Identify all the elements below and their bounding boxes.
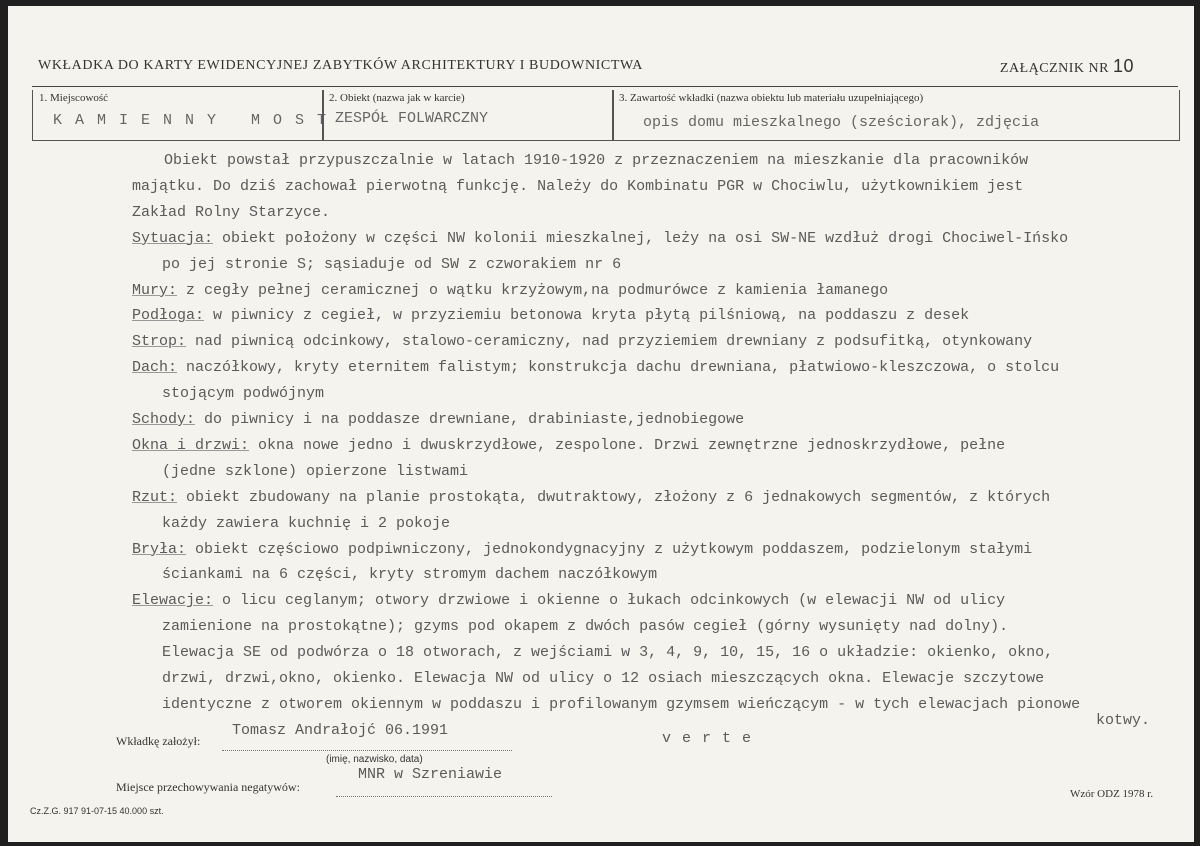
place-value: K A M I E N N Y M O S T [53, 112, 329, 129]
author-value: Tomasz Andrałojć 06.1991 [232, 722, 449, 739]
description-line [132, 592, 1005, 609]
line-text: z cegły pełnej ceramicznej o wątku krzyżowym,na podmurówce z kamienia łamanego [177, 281, 889, 299]
description-line [132, 282, 888, 299]
verte-text: v e r t e [662, 730, 753, 747]
negatives-label: Miejsce przechowywania negatywów: [116, 780, 300, 794]
line-text: nad piwnicą odcinkowy, stalowo-ceramiczny, nad przyziemiem drewniany z podsufitką, otynkowany [186, 333, 1033, 351]
section-heading: Okna i drzwi: [132, 436, 250, 454]
form-code: Wzór ODZ 1978 r. [1070, 788, 1154, 800]
section-heading: Strop: [132, 333, 187, 351]
line-text: drzwi, drzwi,okno, okienko. Elewacja NW od ulicy o 12 osiach mieszczących okna. Elewacje szczytowe [162, 670, 1045, 687]
header-rule [32, 86, 1178, 87]
print-code: Cz.Z.G. 917 91-07-15 40.000 szt. [30, 806, 164, 816]
line-text: naczółkowy, kryty eternitem falistym; konstrukcja dachu drewniana, płatwiowo-kleszczowa, o stolcu [177, 359, 1060, 377]
line-text: każdy zawiera kuchnię i 2 pokoje [162, 514, 451, 532]
section-heading: Schody: [132, 411, 196, 428]
description-line [162, 696, 1080, 713]
description-line [162, 463, 468, 480]
line-text: (jedne szklone) opierzone listwami [162, 462, 469, 480]
line-text: Elewacja SE od podwórza o 18 otworach, z wejściami w 3, 4, 9, 10, 15, 16 o układzie: okienko, okno, [162, 644, 1054, 662]
annex-label: ZAŁĄCZNIK NR [999, 61, 1109, 76]
description-line [162, 670, 1044, 687]
content-label: 3. Zawartość wkładki (nazwa obiektu lub materiału uzupełniającego) [619, 92, 924, 104]
description-line [132, 333, 1032, 350]
line-text: o licu ceglanym; otwory drzwiowe i okienne o łukach odcinkowych (w elewacji NW od ulicy [213, 592, 1006, 610]
section-heading: Dach: [132, 359, 178, 377]
author-line [222, 750, 512, 751]
field-content [612, 90, 1180, 141]
object-value: ZESPÓŁ FOLWARCZNY [335, 110, 489, 127]
line-text: majątku. Do dziś zachował pierwotną funkcję. Należy do Kombinatu PGR w Chociwlu, użytkownikiem jest [132, 177, 1024, 195]
section-heading: Bryła: [132, 540, 187, 558]
section-heading: Elewacje: [132, 592, 214, 610]
line-text: okna nowe jedno i dwuskrzydłowe, zespolone. Drzwi zewnętrzne jednoskrzydłowe, pełne [249, 436, 1006, 454]
record-card [8, 6, 1194, 842]
section-heading: Sytuacja: [132, 229, 214, 247]
section-heading: Mury: [132, 281, 178, 299]
form-title: WKŁADKA DO KARTY EWIDENCYJNEJ ZABYTKÓW ARCHITEKTURY I BUDOWNICTWA [38, 58, 643, 73]
description-line [132, 307, 969, 324]
description-line [162, 515, 450, 532]
line-text: ściankami na 6 części, kryty stromym dachem naczółkowym [162, 566, 658, 584]
section-heading: Rzut: [132, 488, 178, 506]
negatives-value: MNR w Szreniawie [358, 766, 503, 783]
description-line [132, 489, 1050, 506]
content-value: opis domu mieszkalnego (sześciorak), zdjęcia [643, 114, 1040, 131]
trailing-word: kotwy. [1096, 712, 1151, 729]
description-line [162, 256, 621, 273]
object-label: 2. Obiekt (nazwa jak w karcie) [329, 92, 465, 104]
section-heading: Podłoga: [132, 307, 205, 325]
line-text: zamienione na prostokątne); gzyms pod okapem z dwóch pasów cegieł (górny wysunięty nad dolny). [162, 618, 1009, 636]
description-line [132, 359, 1059, 376]
line-text: Obiekt powstał przypuszczalnie w latach 1910-1920 z przeznaczeniem na mieszkanie dla pracowników [164, 152, 1029, 169]
description-line [162, 618, 1008, 635]
line-text: obiekt zbudowany na planie prostokąta, dwutraktowy, złożony z 6 jednakowych segmentów, z których [177, 488, 1051, 506]
description-line [132, 230, 1068, 247]
place-label: 1. Miejscowość [39, 92, 109, 104]
description-line [132, 204, 330, 221]
description-line [132, 178, 1023, 195]
description-line [132, 541, 1032, 558]
line-text: w piwnicy z cegieł, w przyziemiu betonowa kryta płytą pilśniową, na poddaszu z desek [204, 307, 970, 325]
annex-number [1000, 56, 1134, 77]
field-object [322, 90, 614, 141]
line-text: identyczne z otworem okiennym w poddaszu i profilowanym gzymsem wieńczącym - w tych elewacjach pionowe [162, 695, 1081, 713]
line-text: po jej stronie S; sąsiaduje od SW z czworakiem nr 6 [162, 255, 622, 273]
line-text: Zakład Rolny Starzyce. [132, 203, 331, 221]
negatives-line [336, 796, 552, 797]
line-text: obiekt częściowo podpiwniczony, jednokondygnacyjny z użytkowym poddaszem, podzielonym stałymi [186, 540, 1033, 558]
description-line [162, 385, 324, 402]
author-label: Wkładkę założył: [116, 734, 201, 748]
author-hint: (imię, nazwisko, data) [326, 754, 423, 765]
description-line [162, 566, 657, 583]
field-place [32, 90, 329, 141]
line-text: do piwnicy i na poddasze drewniane, drabiniaste,jednobiegowe [195, 411, 745, 428]
description-line [132, 437, 1005, 454]
line-text: stojącym podwójnym [162, 385, 325, 403]
description-line [132, 411, 744, 428]
annex-value: 10 [1112, 56, 1134, 76]
description-line [164, 152, 1028, 169]
line-text: obiekt położony w części NW kolonii mieszkalnej, leży na osi SW-NE wzdłuż drogi Chociwel-Ińsko [213, 229, 1069, 247]
description-line [162, 644, 1053, 661]
